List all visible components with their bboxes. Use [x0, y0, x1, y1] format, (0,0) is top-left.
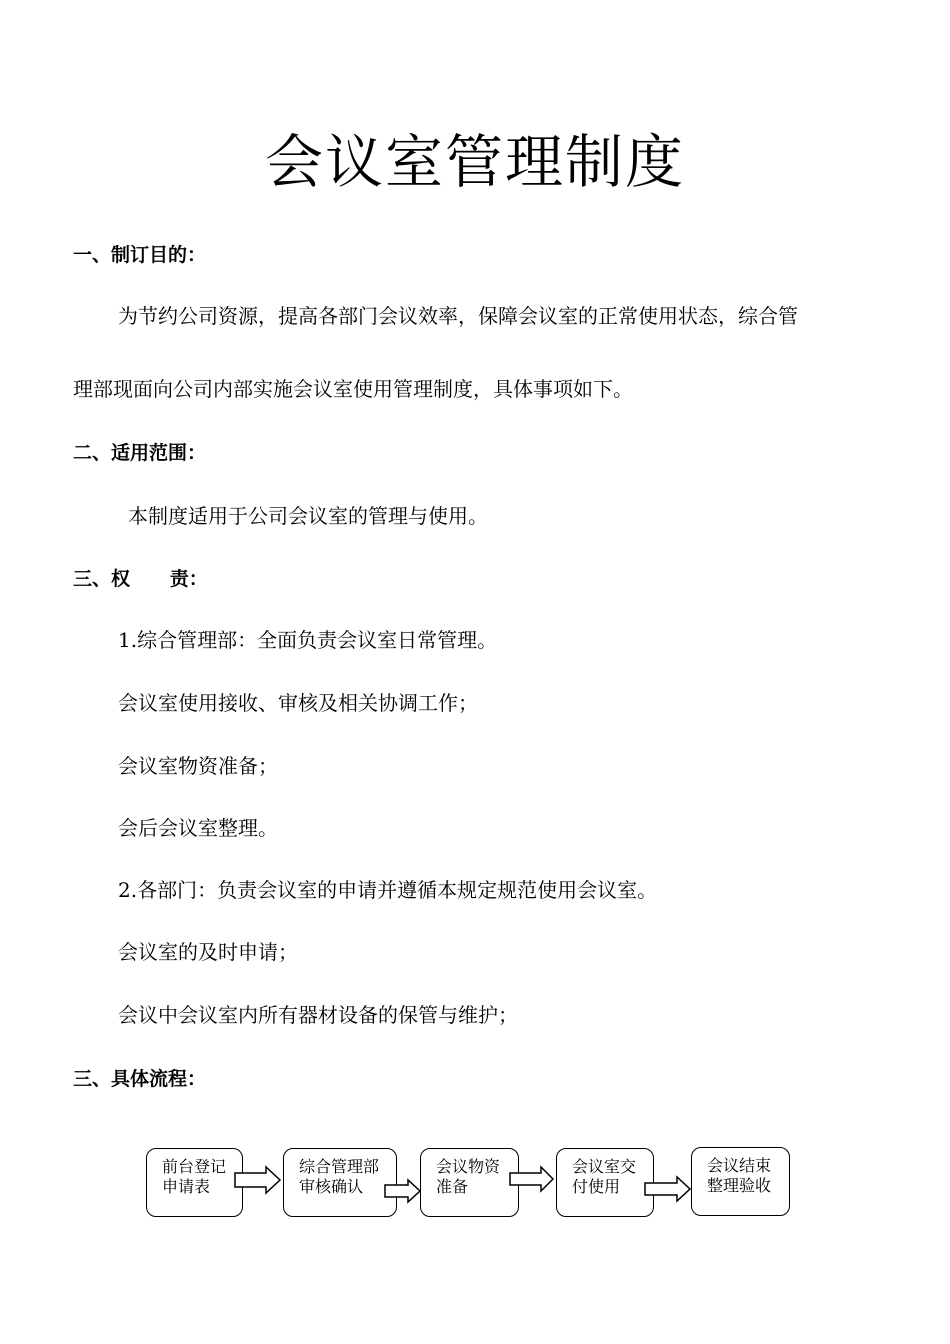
section-heading-purpose: 一、制订目的： [73, 244, 207, 266]
page-title: 会议室管理制度 [264, 128, 685, 196]
purpose-paragraph-line-1: 为节约公司资源，提高各部门会议效率，保障会议室的正常使用状态，综合管 [118, 304, 798, 328]
flow-arrow-icon [234, 1166, 282, 1194]
section-heading-responsibilities: 三、权 责： [73, 568, 208, 590]
flow-arrow-icon [384, 1179, 422, 1203]
flow-step-inspect [691, 1147, 790, 1216]
section-heading-process: 三、具体流程： [73, 1068, 207, 1090]
section-heading-scope: 二、适用范围： [73, 442, 207, 464]
flow-step-text: 前台登记 [162, 1157, 227, 1176]
scope-paragraph: 本制度适用于公司会议室的管理与使用。 [128, 504, 488, 528]
flow-step-text: 准备 [436, 1177, 469, 1196]
flow-step-prepare [420, 1148, 519, 1217]
flow-step-text: 会议物资 [436, 1157, 501, 1176]
flow-step-text: 付使用 [572, 1177, 621, 1196]
responsibility-item: 会议室使用接收、审核及相关协调工作； [118, 691, 478, 715]
flow-step-register [146, 1148, 243, 1217]
flow-step-text: 整理验收 [707, 1176, 772, 1195]
responsibility-item: 2.各部门：负责会议室的申请并遵循本规定规范使用会议室。 [118, 878, 658, 902]
purpose-paragraph-line-2: 理部现面向公司内部实施会议室使用管理制度，具体事项如下。 [73, 377, 633, 401]
responsibility-item: 会议室物资准备； [118, 754, 278, 778]
flow-arrow-icon [509, 1166, 555, 1192]
flow-step-handover [556, 1148, 654, 1217]
responsibility-item: 1.综合管理部：全面负责会议室日常管理。 [118, 628, 498, 652]
flow-step-text: 综合管理部 [299, 1157, 380, 1176]
flow-step-text: 会议结束 [707, 1156, 772, 1175]
flow-step-text: 审核确认 [299, 1177, 364, 1196]
flow-step-text: 申请表 [162, 1177, 211, 1196]
flow-step-review [283, 1148, 397, 1217]
flow-step-text: 会议室交 [572, 1157, 637, 1176]
responsibility-item: 会议中会议室内所有器材设备的保管与维护； [118, 1003, 518, 1027]
responsibility-item: 会后会议室整理。 [118, 816, 278, 840]
flow-arrow-icon [644, 1176, 692, 1202]
responsibility-item: 会议室的及时申请； [118, 940, 298, 964]
